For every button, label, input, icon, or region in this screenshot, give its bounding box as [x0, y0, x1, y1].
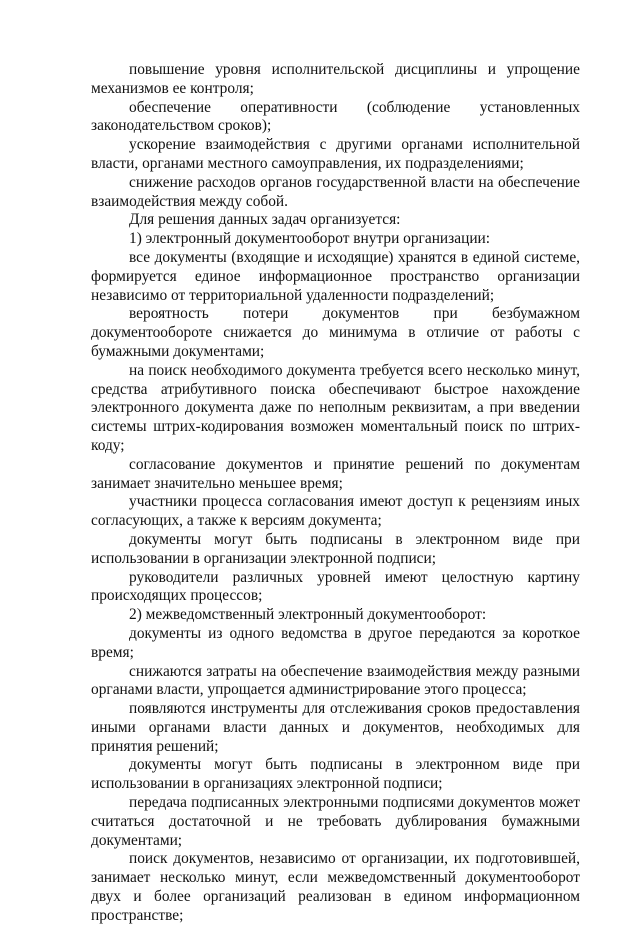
- paragraph-interaction: ускорение взаимодействия с другими органами исполнительной власти, органами местного самоуправления, их подразделениями;: [91, 136, 580, 172]
- paragraph-efficiency: обеспечение оперативности (соблюдение установленных законодательством сроков);: [91, 98, 580, 135]
- paragraph-approval-access: участники процесса согласования имеют доступ к рецензиям иных согласующих, а также к версиям документа;: [91, 493, 580, 530]
- paragraph-e-signature-internal: документы могут быть подписаны в электронном виде при использовании в организации электронной подписи;: [91, 530, 580, 567]
- paragraph-cost-administration: снижаются затраты на обеспечение взаимодействия между разными органами власти, упрощается администрирование этого процесса;: [91, 662, 580, 699]
- section-heading-interagency-edo: 2) межведомственный электронный документооборот:: [129, 606, 487, 624]
- paragraph-fast-transfer: документы из одного ведомства в другое передаются за короткое время;: [91, 624, 580, 661]
- paragraph-interagency-search: поиск документов, независимо от организации, их подготовившей, занимает несколько минут, если межведомственный документооборот двух и более организаций реализован в едином информационном пространстве;: [91, 850, 580, 924]
- paragraph-deadline-tracking: появляются инструменты для отслеживания сроков предоставления иными органами власти данных и документов, необходимых для принятия решений;: [91, 700, 580, 755]
- paragraph-no-paper-duplication: передача подписанных электронными подписями документов может считаться достаточной и не требовать дублирования бумажными документами;: [91, 794, 580, 849]
- section-heading-internal-edo: 1) электронный документооборот внутри организации:: [129, 230, 491, 248]
- paragraph-discipline: повышение уровня исполнительской дисциплины и упрощение механизмов ее контроля;: [91, 61, 580, 97]
- paragraph-tasks-intro: Для решения данных задач организуется:: [129, 211, 401, 229]
- paragraph-managers-overview: руководители различных уровней имеют целостную картину происходящих процессов;: [91, 568, 580, 605]
- document-page: [91, 61, 580, 926]
- paragraph-document-loss: вероятность потери документов при безбумажном документообороте снижается до минимума в отличие от работы с бумажными документами;: [91, 305, 580, 360]
- paragraph-document-search: на поиск необходимого документа требуется всего несколько минут, средства атрибутивного поиска обеспечивают быстрое нахождение электронного документа даже по неполным реквизитам, а при введении системы штрих-кодирования возможен моментальный поиск по штрих-коду;: [91, 361, 580, 454]
- paragraph-cost-reduction: снижение расходов органов государственной власти на обеспечение взаимодействия между собой.: [91, 173, 580, 210]
- paragraph-unified-system: все документы (входящие и исходящие) хранятся в единой системе, формируется единое информационное пространство организации независимо от территориальной удаленности подразделений;: [91, 248, 580, 304]
- paragraph-e-signature-interagency: документы могут быть подписаны в электронном виде при использовании в организациях электронной подписи;: [91, 756, 580, 793]
- paragraph-approval-time: согласование документов и принятие решений по документам занимает значительно меньшее время;: [91, 455, 580, 492]
